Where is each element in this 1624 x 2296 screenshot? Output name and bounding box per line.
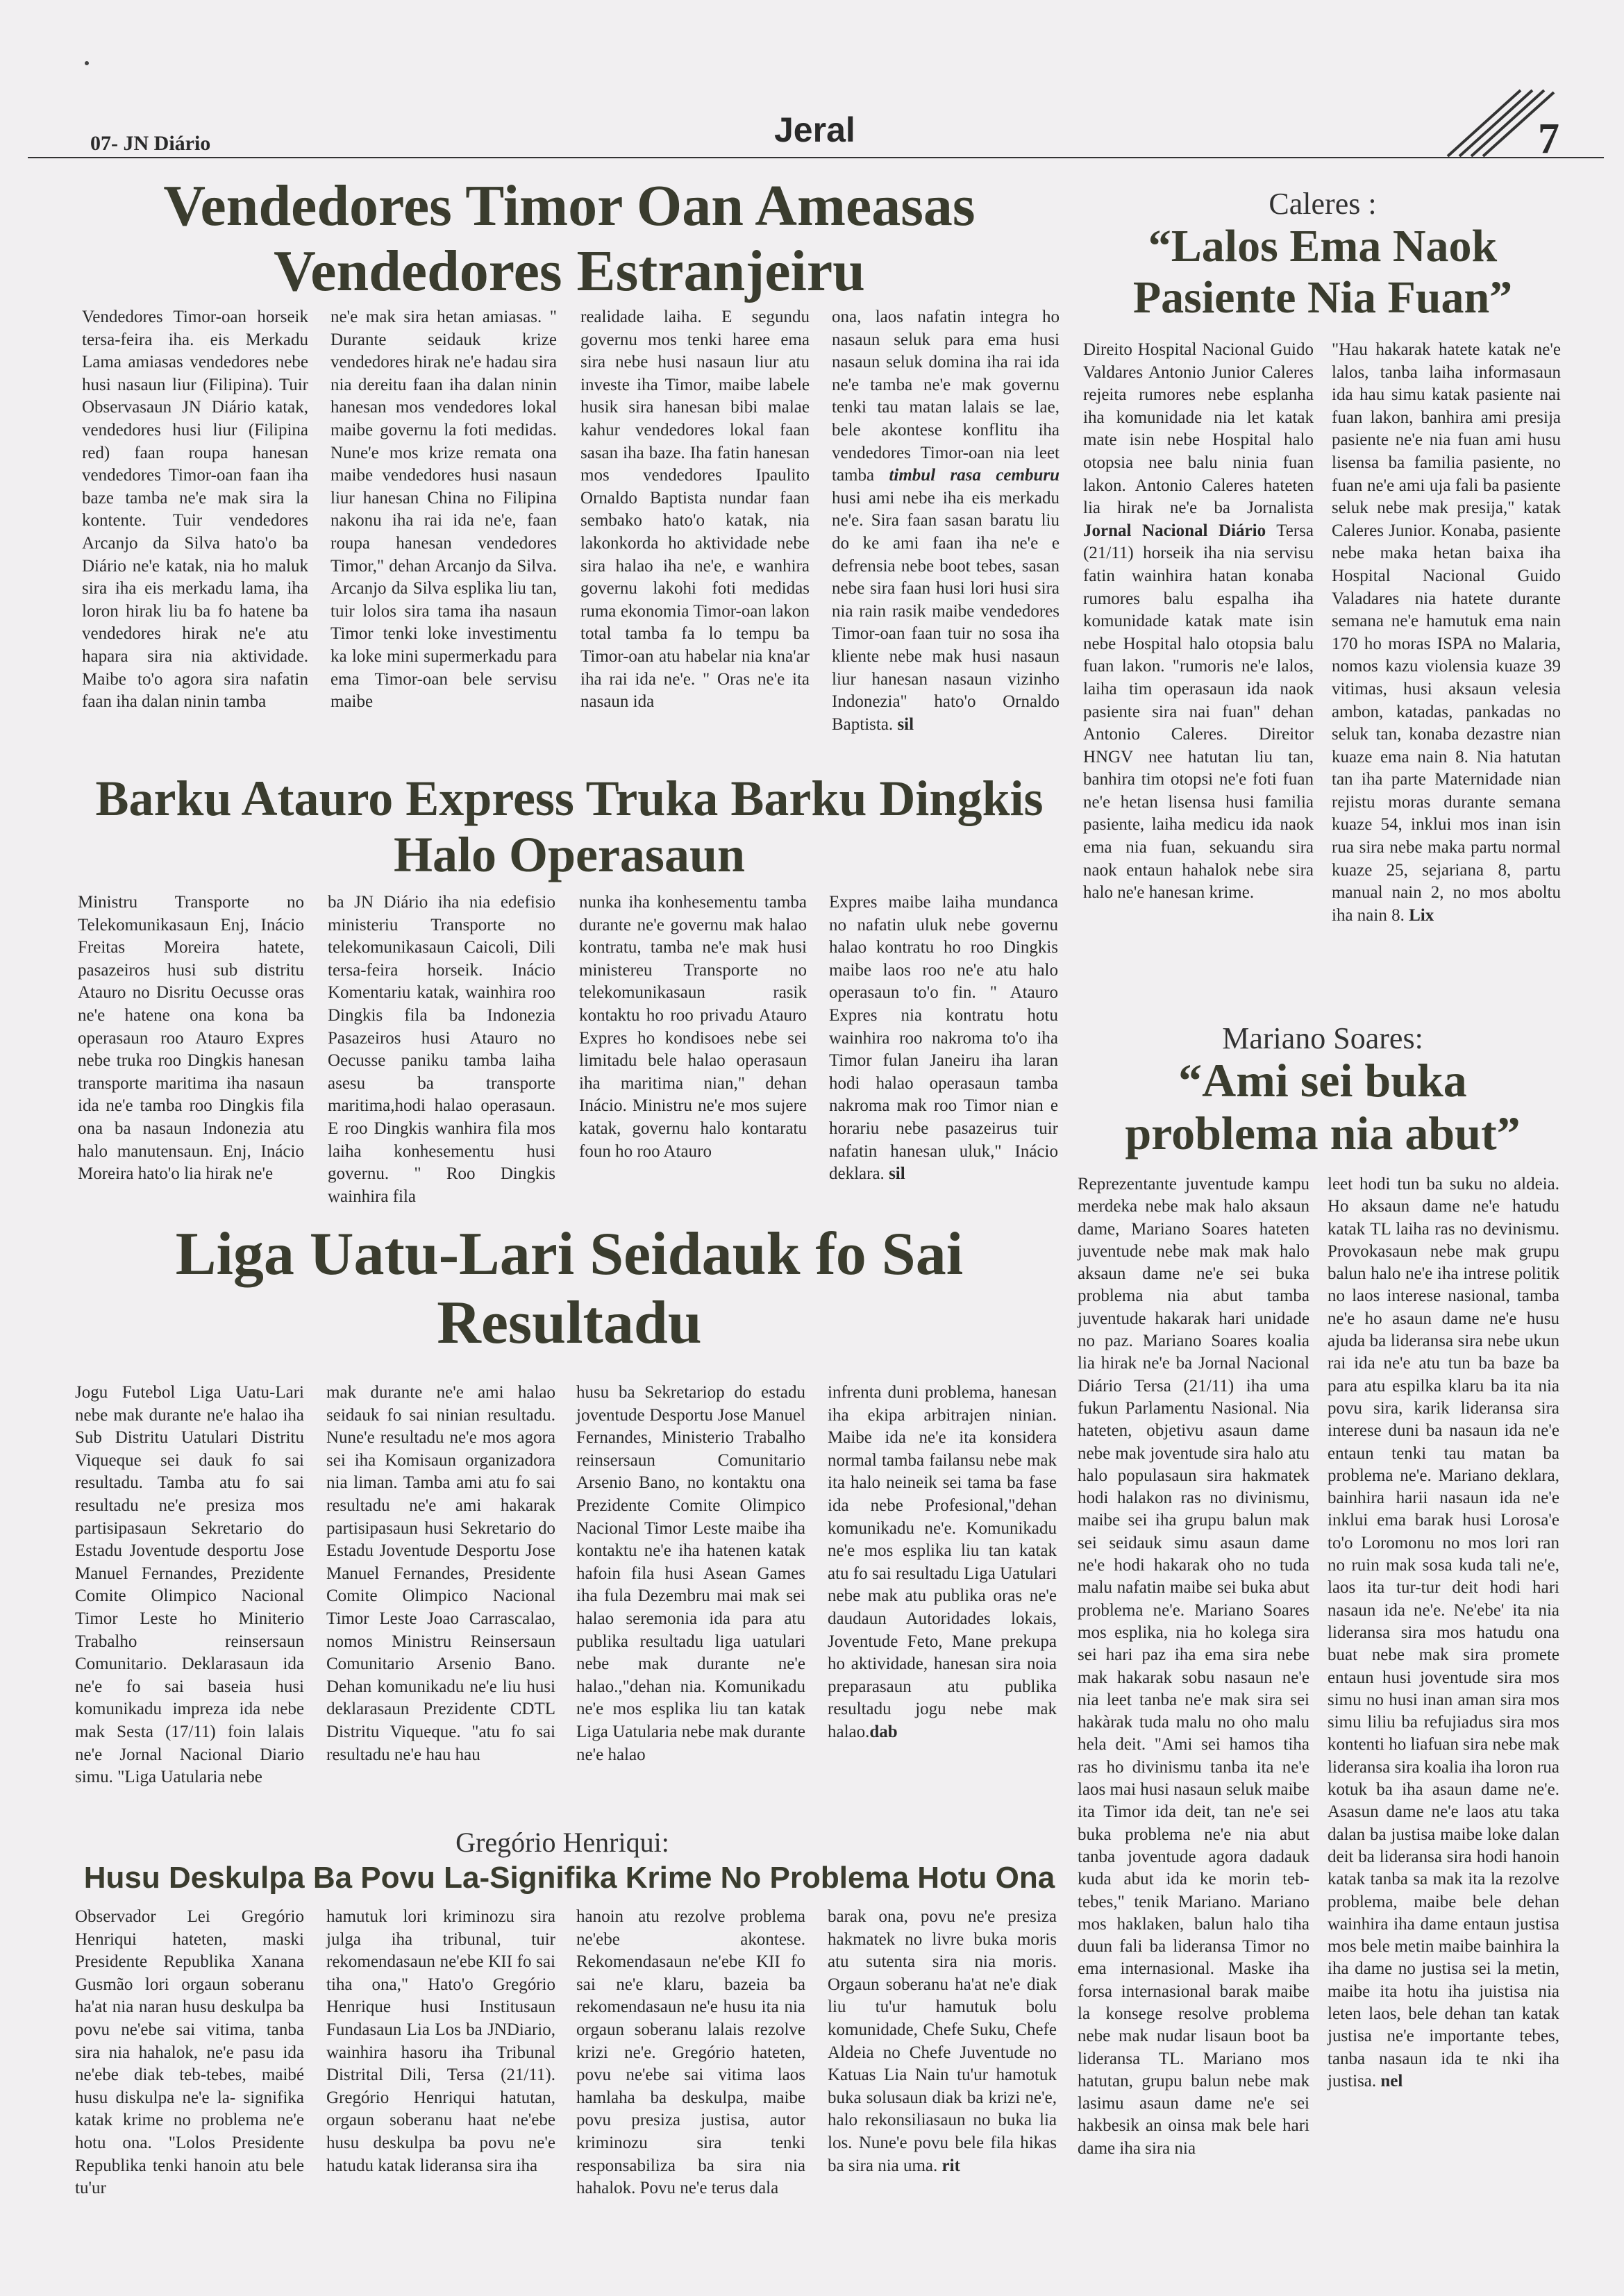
header-rule: [28, 157, 1604, 158]
text-run: barak ona, povu ne'e presiza hakmatek no livre buka moris atu sutenta sira nia moris. Orgaun soberanu ha'at ne'e diak liu tu'ur hamutuk bolu komunidade, Chefe Suku, Chefe Aldeia no Chefe Juventude no Katuas Lia Nain tu'ur hamotuk buka solusaun diak ba krizi ne'e, halo rekonsiliasaun no buka lia los. Nune'e povu bele fila hikas ba sira nia uma.: [828, 1907, 1057, 2175]
text-run: husi ami nebe iha eis merkadu ne'e. Sira faan sasan baratu liu do ke ami faan iha ne'e e defrensia nebe boot tebes, sasan nebe sira faan husi lori husi sira nia rain rasik maibe vendedores Timor-oan faan tuir no sosa iha kliente nebe mak husi nasaun liur hanesan nasaun vizinho Indonezia" hato'o Ornaldo Baptista.: [832, 488, 1060, 734]
article-barku-col-3: nunka iha konhesementu tamba durante ne'e governu mak halao kontratu, tamba ne'e mak husi ministereu Transporte no telekomunikasaun rasik kontaktu ho roo privadu Atauro Expres ho kondisoes nebe sei limitadu bele halao operasaun iha maritima nian," dehan Inácio. Ministru ne'e mos sujere katak, governu halo kontaratu foun ho roo Atauro: [579, 893, 807, 1161]
article-vendedores-headline: [76, 174, 1062, 304]
author-signature: rit: [941, 2156, 960, 2175]
article-mariano-headline: [1080, 1054, 1566, 1159]
author-signature: sil: [897, 714, 914, 734]
headline-line: Vendedores Timor Oan Ameasas: [163, 174, 976, 238]
article-gregorio-col-2: hamutuk lori kriminozu sira julga iha tribunal, tuir rekomendasaun ne'ebe KII fo sai tiha ona," Hato'o Gregório Henrique husi Institusaun Fundasaun Lia Los ba JNDiario, wainhira hasoru iha Tribunal Distrital Dili, Tersa (21/11). Gregório Henriqui hatutan, orgaun soberanu haat ne'ebe husu deskulpa ba povu ne'e hatudu katak lideransa sira iha: [326, 1907, 555, 2175]
header-stripes-ornament: [1444, 87, 1555, 163]
header-section: Jeral: [774, 110, 855, 149]
headline-line: “Lalos Ema Naok: [1148, 221, 1498, 271]
article-gregorio-col-3: hanoin atu rezolve problema ne'ebe akontese. Rekomendasaun ne'ebe KII fo sai ne'e klaru, bazeia ba rekomendasaun ne'e husu ita nia orgaun soberanu lalais rezolve krizi ne'e. Gregório hateten, povu ne'ebe sai vitima laos hamlaha ba deskulpa, maibe povu presiza justisa, autor kriminozu sira tenki responsabiliza ba sira nia hahalok. Povu ne'e terus dala: [576, 1907, 805, 2198]
article-liga-headline: [76, 1221, 1062, 1357]
headline-line: Pasiente Nia Fuan”: [1132, 271, 1513, 323]
author-signature: sil: [889, 1164, 905, 1184]
article-mariano-col-2: [1328, 1173, 1559, 2093]
text-run: Tersa (21/11) horseik iha nia servisu fatin wainhira hatan konaba rumores balu espalha iha komunidade katak mate isin nebe Hospital halo otopsia balu fuan lakon. "rumoris ne'e lalos, laiha tim operasaun ida naok pasiente sira nai fuan" dehan Antonio Caleres. Direitor HNGV nee hatutan liu tan, banhira tim otopsi ne'e foti fuan ne'e hetan lisensa husi familia pasiente, laiha medicu ida naok ema nia fuan, sekuandu sira naok entaun hahalok nebe sira halo ne'e hanesan krime.: [1083, 521, 1314, 903]
article-gregorio-col-4: [828, 1906, 1057, 2177]
article-mariano-col-1: Reprezentante juventude kampu merdeka nebe mak halo aksaun dame, Mariano Soares hateten juventude nebe mak mak halo aksaun dame ne'e sei buka problema nia abut tamba juventude hakarak hari unidade no paz. Mariano Soares koalia lia hirak ne'e ba Jornal Nacional Diário Tersa (21/11) iha uma fukun Parlamentu Nasional. Nia hateten, objetivu asaun dame nebe mak joventude sira halo atu halo populasaun sira hakmatek hodi halakon ras no divinismu, maibe sei iha grupu balun mak sei seidauk simu asaun dame ne'e hodi hakarak oho no tuda malu nafatin maibe sei buka abut problema ne'e. Mariano Soares mos esplika, nia ho kolega sira sei hari paz iha ema sira nebe mak hakarak sobu nasaun ne'e nia leet tanba ne'e mak sira sei hakàrak tuda malu no oho malu hela deit. "Ami sei hamos tiha ras ho divinismu tanba ita ne'e laos mai husi nasaun seluk maibe ita Timor ida deit, tan ne'e sei buka problema ne'e nia abut tanba joventude agora dadauk kuda abut ida ke morin teb-tebes," tenik Mariano. Mariano mos haklaken, balun halo tiha duun fali ba lideransa Timor no ema internasional. Maske iha forsa internasional barak maibe la konsege resolve problema nebe mak nudar lisaun boot ba lideransa TL. Mariano mos hatutan, grupu balun nebe mak lasimu asaun dame ne'e sei hakbesik an oinsa mak bele hari dame iha sira nia: [1078, 1175, 1309, 2158]
article-vendedores-col-4: [832, 306, 1060, 736]
headline-line: “Ami sei buka: [1178, 1054, 1467, 1107]
article-liga-col-4: [828, 1382, 1057, 1744]
article-gregorio-kicker: Gregório Henriqui:: [455, 1827, 669, 1858]
article-caleres-kicker: Caleres :: [1269, 187, 1377, 221]
article-barku-col-2: ba JN Diário iha nia edefisio ministeriu Transporte no telekomunikasaun Caicoli, Dili tersa-feira horseik. Inácio Komentariu katak, wainhira roo Dingkis fila ba Indonezia Pasazeiros husi Atauro no Oecusse paniku tamba laiha asesu ba transporte maritima,hodi halao operasaun. E roo Dingkis wanhira fila mos laiha konhesementu husi governu. " Roo Dingkis wainhira fila: [328, 893, 555, 1206]
headline-line: Liga Uatu-Lari Seidauk fo Sai: [175, 1221, 964, 1288]
scan-speck: [85, 61, 89, 65]
text-emphasis: timbul rasa cemburu: [889, 466, 1060, 485]
article-barku-headline: [76, 771, 1062, 882]
article-caleres-headline: [1080, 221, 1566, 324]
article-barku-col-4: [829, 891, 1058, 1186]
article-caleres-col-2: [1332, 339, 1561, 927]
headline-line: Resultadu: [437, 1289, 702, 1357]
text-run: Direito Hospital Nacional Guido Valdares Antonio Junior Caleres rejeita rumores nebe esplanha iha komunidade nia let katak mate isin nebe Hospital halo otopsia nee balu ninia fuan lakon. Antonio Caleres hateten lia hirak ne'e ba Jornalista: [1083, 340, 1314, 518]
text-run: infrenta duni problema, hanesan iha ekipa arbitrajen ninian. Maibe ida ne'e ita konsidera normal tamba failansu nebe mak ita halo neineik sei tama ba fase ida nebe Profesional,"dehan komunikadu ne'e. Komunikadu ne'e mos esplika liu tan katak atu fo sai resultadu Liga Uatulari nebe mak atu publika oras ne'e daudaun Autoridades lokais, Joventude Feto, Mane prekupa ho aktividade, hanesan sira noia preparasaun atu publika resultadu jogu nebe mak halao.: [828, 1383, 1057, 1741]
headline-line: Halo Operasaun: [393, 826, 746, 882]
article-gregorio-headline: Husu Deskulpa Ba Povu La-Signifika Krime No Problema Hotu Ona: [83, 1861, 1055, 1895]
article-liga-col-2: mak durante ne'e ami halao seidauk fo sai ninian resultadu. Nune'e resultadu ne'e mos agora sei iha Komisaun organizadora nia liman. Tamba ami atu fo sai resultadu ne'e ami hakarak partisipasaun husi Sekretario do Estadu Joventude Desportu Jose Manuel Fernandes, Presidente Comite Olimpico Nacional Timor Leste Joao Carrascalao, nomos Ministru Reinsersaun Comunitario Arsenio Bano. Dehan komunikadu ne'e liu husi deklarasaun Prezidente CDTL Distritu Viqueque. "atu fo sai resultadu ne'e hau hau: [326, 1383, 555, 1764]
article-gregorio-col-1: Observador Lei Gregório Henriqui hateten, maski Presidente Republika Xanana Gusmão lori orgaun soberanu ha'at nia naran husu deskulpa ba povu ne'ebe sai vitima, tanba sira nia hahalok, ne'e pasu ida ne'ebe diak teb-tebes, maibé husu diskulpa ne'e la- signifika katak krime no problema ne'e hotu ona. "Lolos Presidente Republika tenki hanoin atu bele tu'ur: [75, 1907, 304, 2198]
article-barku-col-1: Ministru Transporte no Telekomunikasaun Enj, Inácio Freitas Moreira hatete, pasazeiros husi sub distritu Atauro no Disritu Oecusse oras ne'e hatene ona kona ba operasaun roo Atauro Expres nebe truka roo Dingkis hanesan transporte maritima iha nasaun ida ne'e tamba roo Dingkis fila ona ba nasaun Indonezia atu halo manutensaun. Enj, Inácio Moreira hato'o lia hirak ne'e: [78, 893, 304, 1184]
article-vendedores-col-3: realidade laiha. E segundu governu mos tenki haree ema sira nebe husi nasaun liur atu investe iha Timor, maibe labele husik sira hanesan bibi malae kahur vendedores lokal faan sasan iha baze. Iha fatin hanesan mos vendedores Ipaulito Ornaldo Baptista nundar faan sembako hato'o katak, nia lakonkorda ho aktividade nebe sira halao iha ne'e, e wanhira governu lakohi foti medidas ruma ekonomia Timor-oan lakon total tamba fa lo tempu ba Timor-oan atu habelar nia kna'ar iha rai ida ne'e. " Oras ne'e ita nasaun ida: [580, 308, 810, 712]
article-vendedores-col-2: ne'e mak sira hetan amiasas. " Durante seidauk krize vendedores hirak ne'e hadau sira nia dereitu faan iha dalan ninin hanesan mos vendedores lokal maibe governu la foti medidas. Nune'e mos krize remata ona maibe vendedores husi nasaun liur hanesan China no Filipina nakonu iha rai ida ne'e, faan roupa hanesan vendedores Timor," dehan Arcanjo da Silva. Arcanjo da Silva esplika liu tan, tuir lolos sira tama iha nasaun Timor tenki loke investimentu ka loke mini supermerkadu para ema Timor-oan bele servisu maibe: [330, 308, 557, 712]
author-signature: dab: [869, 1722, 898, 1741]
header-publication: 07- JN Diário: [90, 132, 211, 155]
text-run: Expres maibe laiha mundanca no nafatin uluk nebe governu halao kontratu ho roo Dingkis maibe laos roo ne'e atu halo operasaun to'o fin. " Atauro Expres nia kontratu hotu wainhira roo nakroma to'o iha Timor fulan Janeiru iha laran hodi halao operasaun tamba nakroma mak roo Timor nian e horariu nebe pasazeirus tuir nafatin hanesan uluk," Inácio deklara.: [829, 893, 1058, 1184]
author-signature: nel: [1380, 2071, 1403, 2090]
article-vendedores-col-1: Vendedores Timor-oan horseik tersa-feira iha. eis Merkadu Lama amiasas vendedores nebe husi nasaun liur (Filipina). Tuir Observasaun JN Diário katak, vendedores husi liur (Filipina red) faan roupa hanesan vendedores Timor-oan faan iha baze tamba ne'e mak sira la kontente. Tuir vendedores Arcanjo da Silva hato'o ba Diário ne'e katak, nia ho maluk sira iha eis merkadu lama, iha loron hirak liu ba fo hatene ba vendedores hirak ne'e atu hapara sira nia aktividade. Maibe to'o agora sira nafatin faan iha dalan ninin tamba: [82, 308, 308, 712]
author-signature: Lix: [1409, 905, 1434, 925]
page-number: 7: [1538, 115, 1559, 162]
text-run: leet hodi tun ba suku no aldeia. Ho aksaun dame ne'e hatudu katak TL laiha ras no devinismu. Provokasaun nebe mak grupu balun halo ne'e iha intrese politik no laos interese nasional, tamba ne'e ho asaun dame ne'e husu ajuda ba lideransa sira nebe ukun rai ida ne'e atu tun ba baze ba para atu espilka klaru ba ita nia povu sira, karik lideransa sira interese duni ba nasaun ida ne'e entaun tenki tau matan ba problema ne'e. Mariano deklara, bainhira harii nasaun ida ne'e inklui ema barak husi Lorosa'e to'o Loromonu no mos lori ran no ruin mak sosa kuda tali ne'e, laos ita tur-tur deit hodi hari nasaun ida ne'e. Ne'ebe' ita nia lideransa sira mos hatudu ona buat nebe mak sira promete entaun husi joventude sira mos simu no husi inan aman sira mos simu liliu ba refujiadus sira mos kontenti ho liafuan sira nebe mak lideransa sira koalia iha loron rua kotuk ba iha asaun dame ne'e. Asasun dame ne'e laos atu taka dalan ba justisa maibe loke dalan deit ba lideransa sira hodi hanoin katak tanba sa mak ita la rezolve problema, maibe bele dehan wainhira iha dame entaun justisa mos bele metin maibe bainhira la iha dame no justisa sei la metin, maibe ita hotu iha juistisa nia leten laos, bele dehan tan katak justisa ne'e importante tebes, tanba nasaun ida te nki iha justisa.: [1328, 1175, 1559, 2090]
text-run: "Hau hakarak hatete katak ne'e lalos, tanba laiha informasaun ida hau simu katak pasiente nai fuan lakon, banhira ami presija pasiente ne'e nia fuan ami husu lisensa ba familia pasiente, no fuan ne'e ami uja fali ba pasiente seluk nebe mak presija," katak Caleres Junior. Konaba, pasiente nebe maka hetan baixa iha Hospital Nacional Guido Valadares nia hatete durante semana ne'e hamutuk ema nain 170 ho moras ISPA no Malaria, nomos kazu violensia kuaze 39 vitimas, husi aksaun velesia ambon, katadas, pankadas no seluk tan, konaba dezastre nian kuaze ema nain 8. Nia hatutan tan iha parte Maternidade nian rejistu moras durante semana kuaze 54, inklui mos inan isin rua sira nebe maka partu normal kuaze 25, sejariana 8, partu manual nain 2, no mos aboltu iha nain 8.: [1332, 340, 1561, 925]
article-mariano-kicker: Mariano Soares:: [1222, 1021, 1423, 1055]
headline-line: Barku Atauro Express Truka Barku Dingkis: [95, 771, 1044, 826]
article-liga-col-1: Jogu Futebol Liga Uatu-Lari nebe mak durante ne'e halao iha Sub Distritu Uatulari Distritu Viqueque sei dauk fo sai resultadu. Tamba atu fo sai resultadu ne'e presiza mos partisipasaun Sekretario do Estadu Joventude desportu Jose Manuel Fernandes, Prezidente Comite Olimpico Nacional Timor Leste ho Miniterio Trabalho reinsersaun Comunitario. Deklarasaun ida ne'e fo sai baseia husi komunikadu impreza ida nebe mak Sesta (17/11) foin lalais ne'e Jornal Nacional Diario simu. "Liga Uatularia nebe: [75, 1383, 304, 1787]
text-emphasis: Jornal Nacional Diário: [1083, 521, 1266, 540]
article-liga-col-3: husu ba Sekretariop do estadu joventude Desportu Jose Manuel Fernandes, Ministerio Trabalho reinsersaun Comunitario Arsenio Bano, no kontaktu ona Prezidente Comite Olimpico Nacional Timor Leste maibe iha kontaktu ne'e iha hatenen katak hafoin fila husi Asean Games iha fula Dezembru mai mak sei halao seremonia ida para atu publika resultadu liga uatulari nebe mak durante ne'e halao.,"dehan nia. Komunikadu ne'e mos esplika liu tan katak Liga Uatularia nebe mak durante ne'e halao: [576, 1383, 805, 1764]
headline-line: Vendedores Estranjeiru: [274, 239, 865, 304]
article-caleres-col-1: [1083, 339, 1314, 905]
text-run: ona, laos nafatin integra ho nasaun seluk para ema husi nasaun seluk domina iha rai ida ne'e tamba ne'e mak governu tenki tau matan lalais se lae, bele akontese konflitu iha vendedores Timor-oan nia leet tamba: [832, 308, 1060, 485]
headline-line: problema nia abut”: [1125, 1107, 1521, 1160]
